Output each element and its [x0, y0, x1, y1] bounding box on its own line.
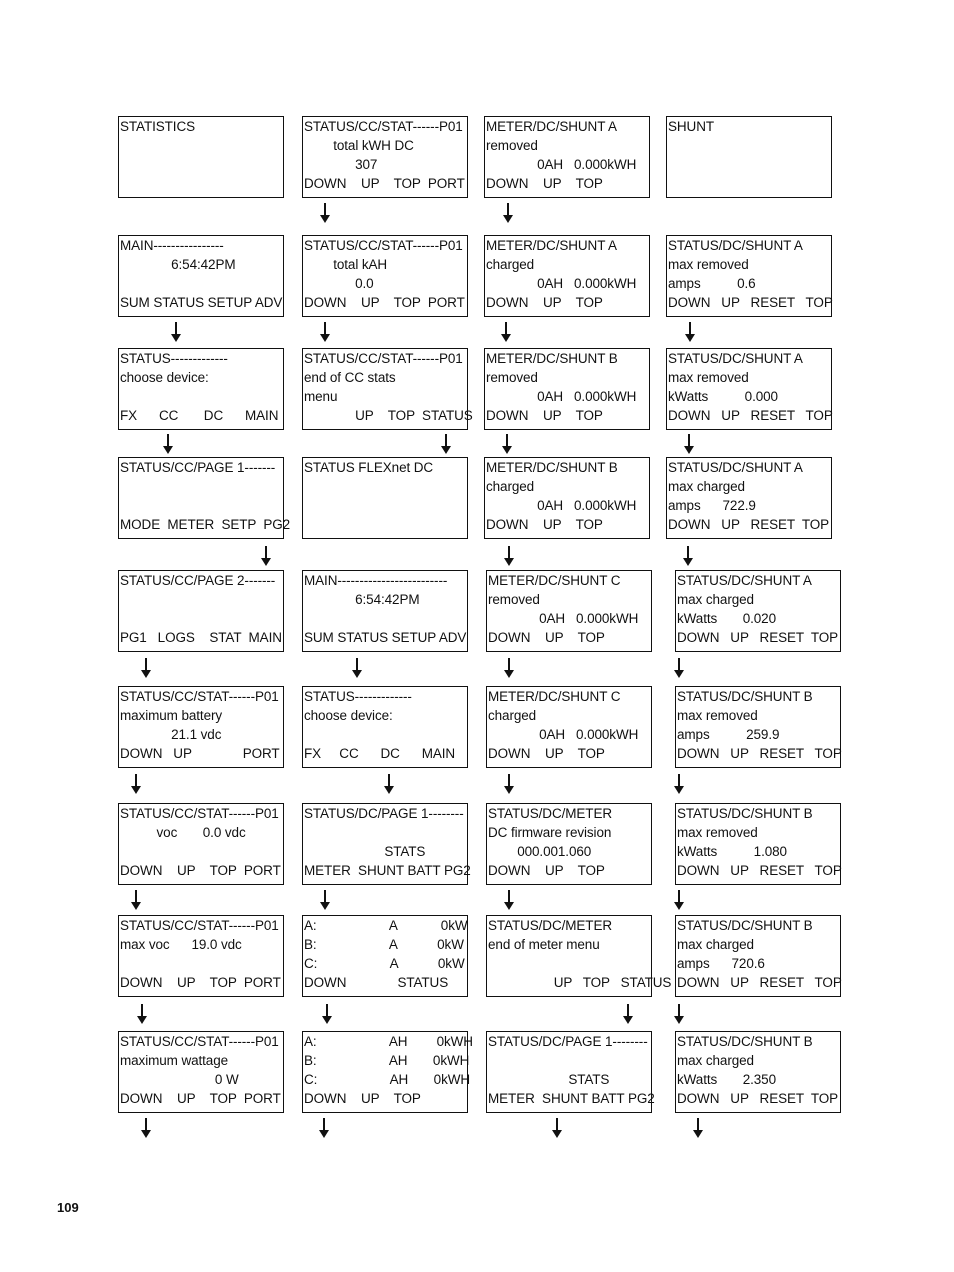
screen-line: DOWN UP TOP	[488, 863, 605, 878]
down-arrow-icon	[674, 658, 684, 678]
screen-line	[120, 136, 282, 155]
screen-line: MAIN----------------	[120, 238, 224, 253]
down-arrow-icon	[674, 774, 684, 794]
screen-line: kWatts 1.080	[677, 844, 787, 859]
screen-line	[120, 496, 282, 515]
screen-line: max removed	[668, 370, 749, 385]
down-arrow-icon	[320, 890, 330, 910]
screen-status-cc-stat-voc	[118, 803, 284, 885]
screen-line: B: AH 0kWH	[304, 1053, 470, 1068]
screen-line: 307	[304, 157, 378, 172]
screen-line	[668, 174, 830, 193]
screen-meter-dc-shunt-b-charged	[484, 457, 650, 539]
screen-line: 0AH 0.000kWH	[488, 727, 639, 742]
screen-line: 21.1 vdc	[120, 727, 222, 742]
down-arrow-icon	[504, 546, 514, 566]
down-arrow-icon	[137, 1004, 147, 1024]
screen-line: removed	[488, 592, 540, 607]
screen-main-1	[118, 235, 284, 317]
screen-line	[120, 477, 282, 496]
screen-line: B: A 0kW	[304, 937, 464, 952]
down-arrow-icon	[319, 1118, 329, 1138]
screen-status-dc-page-1-b	[486, 1031, 655, 1113]
down-arrow-icon	[674, 890, 684, 910]
screen-line: STATUS/DC/SHUNT B	[677, 1034, 813, 1049]
screen-meter-dc-shunt-b-removed	[484, 348, 650, 430]
down-arrow-icon	[141, 1118, 151, 1138]
screen-line: DOWN UP RESET TOP	[677, 975, 842, 990]
screen-shunt-kw-readings	[302, 915, 468, 997]
screen-line	[304, 477, 466, 496]
screen-line	[120, 387, 282, 406]
screen-line: METER/DC/SHUNT C	[488, 689, 621, 704]
down-arrow-icon	[352, 658, 362, 678]
screen-status-dc-shunt-b-max-charged-kwatts	[675, 1031, 841, 1113]
screen-shunt	[666, 116, 832, 198]
screen-line: STATUS-------------	[304, 689, 412, 704]
screen-line: 0AH 0.000kWH	[486, 389, 637, 404]
screen-line	[488, 1051, 650, 1070]
screen-line: STATS	[488, 1072, 610, 1087]
down-arrow-icon	[320, 203, 330, 223]
screen-line: METER/DC/SHUNT B	[486, 460, 618, 475]
screen-line: SUM STATUS SETUP ADV	[120, 295, 283, 310]
screen-line: UP TOP STATUS	[488, 975, 672, 990]
screen-meter-dc-shunt-a-removed	[484, 116, 650, 198]
screen-line: C: A 0kW	[304, 956, 465, 971]
screen-line: 0AH 0.000kWH	[486, 498, 637, 513]
screen-statistics	[118, 116, 284, 198]
screen-status-cc-stat-end-of-cc-stats	[302, 348, 473, 430]
down-arrow-icon	[674, 1004, 684, 1024]
screen-line: STATUS/CC/STAT------P01	[120, 689, 279, 704]
screen-line: STATUS/CC/STAT------P01	[120, 918, 279, 933]
screen-status-cc-stat-max-voc	[118, 915, 284, 997]
screen-line: total kWH DC	[304, 138, 414, 153]
down-arrow-icon	[261, 546, 271, 566]
screen-line: kWatts 0.020	[677, 611, 776, 626]
screen-line: METER SHUNT BATT PG2	[304, 863, 471, 878]
screen-line	[120, 174, 282, 193]
screen-line	[668, 155, 830, 174]
down-arrow-icon	[684, 434, 694, 454]
down-arrow-icon	[504, 658, 514, 678]
screen-line: DC firmware revision	[488, 825, 612, 840]
screen-line: DOWN UP TOP	[488, 746, 605, 761]
screen-line: removed	[486, 138, 538, 153]
screen-status-dc-shunt-b-max-removed-amps	[675, 686, 841, 768]
down-arrow-icon	[503, 203, 513, 223]
screen-line: STATUS/DC/SHUNT B	[677, 806, 813, 821]
screen-line	[304, 515, 466, 534]
screen-line: DOWN UP RESET TOP	[677, 1091, 839, 1106]
screen-status-dc-page-1-a	[302, 803, 471, 885]
screen-line	[488, 954, 650, 973]
screen-line: STATUS/DC/METER	[488, 806, 613, 821]
screen-line: choose device:	[304, 708, 393, 723]
screen-meter-dc-shunt-c-charged	[486, 686, 652, 768]
down-arrow-icon	[131, 890, 141, 910]
screen-line	[120, 609, 282, 628]
screen-line: max charged	[677, 937, 754, 952]
screen-status-cc-stat-maximum-battery	[118, 686, 284, 768]
down-arrow-icon	[501, 322, 511, 342]
screen-line: 0 W	[120, 1072, 239, 1087]
screen-line: DOWN UP RESET TOP	[668, 408, 833, 423]
screen-line: removed	[486, 370, 538, 385]
screen-line: 0AH 0.000kWH	[488, 611, 639, 626]
screen-line: charged	[486, 479, 535, 494]
screen-line: DOWN UP TOP PORT	[120, 863, 281, 878]
screen-line: DOWN UP RESET TOP	[677, 746, 842, 761]
screen-line: DOWN UP TOP PORT	[120, 1091, 281, 1106]
screen-line: DOWN UP RESET TOP	[677, 630, 839, 645]
screen-line: DOWN UP TOP	[304, 1091, 421, 1106]
screen-line: max voc 19.0 vdc	[120, 937, 242, 952]
screen-line: PG1 LOGS STAT MAIN	[120, 630, 282, 645]
screen-line: max removed	[677, 708, 758, 723]
screen-line	[304, 725, 466, 744]
screen-line: STATUS/DC/SHUNT A	[668, 238, 803, 253]
screen-line: maximum battery	[120, 708, 223, 723]
screen-line: max charged	[668, 479, 745, 494]
screen-line: DOWN UP TOP	[486, 517, 603, 532]
screen-line: 0AH 0.000kWH	[486, 157, 637, 172]
screen-line	[120, 954, 282, 973]
screen-line: DOWN UP TOP	[486, 176, 603, 191]
screen-line	[120, 274, 282, 293]
screen-line: 6:54:42PM	[120, 257, 236, 272]
screen-line: DOWN UP PORT	[120, 746, 280, 761]
down-arrow-icon	[683, 546, 693, 566]
page-number: 109	[57, 1200, 79, 1215]
screen-line	[668, 136, 830, 155]
screen-line: amps 259.9	[677, 727, 780, 742]
screen-line: SUM STATUS SETUP ADV	[304, 630, 467, 645]
screen-line: STATISTICS	[120, 119, 196, 134]
screen-status-dc-shunt-a-max-charged-amps	[666, 457, 832, 539]
screen-line: DOWN UP TOP PORT	[304, 295, 465, 310]
screen-line: charged	[486, 257, 535, 272]
screen-line: 6:54:42PM	[304, 592, 420, 607]
down-arrow-icon	[320, 322, 330, 342]
screen-line: STATUS/CC/STAT------P01	[304, 119, 463, 134]
down-arrow-icon	[163, 434, 173, 454]
screen-line: max charged	[677, 1053, 754, 1068]
screen-line: UP TOP STATUS	[304, 408, 473, 423]
screen-line: METER/DC/SHUNT A	[486, 238, 617, 253]
screen-line: MAIN-------------------------	[304, 573, 448, 588]
screen-line: maximum wattage	[120, 1053, 229, 1068]
screen-line: max removed	[677, 825, 758, 840]
screen-line: max charged	[677, 592, 754, 607]
screen-shunt-kwh-readings	[302, 1031, 473, 1113]
screen-line: STATUS/DC/SHUNT B	[677, 689, 813, 704]
screen-line: DOWN UP TOP	[486, 295, 603, 310]
screen-line: DOWN UP TOP	[486, 408, 603, 423]
screen-line: METER/DC/SHUNT C	[488, 573, 621, 588]
screen-line: amps 722.9	[668, 498, 756, 513]
screen-line: STATUS FLEXnet DC	[304, 460, 434, 475]
screen-line	[120, 842, 282, 861]
down-arrow-icon	[384, 774, 394, 794]
screen-line: amps 720.6	[677, 956, 765, 971]
screen-status-flexnet-dc	[302, 457, 468, 539]
screen-status-cc-stat-maximum-wattage	[118, 1031, 284, 1113]
screen-line: FX CC DC MAIN	[304, 746, 456, 761]
screen-line: DOWN UP TOP	[488, 630, 605, 645]
screen-line: STATUS-------------	[120, 351, 228, 366]
down-arrow-icon	[623, 1004, 633, 1024]
screen-meter-dc-shunt-c-removed	[486, 570, 652, 652]
screen-line: STATUS/CC/STAT------P01	[120, 1034, 279, 1049]
screen-line	[120, 155, 282, 174]
screen-line: STATUS/CC/STAT------P01	[304, 351, 463, 366]
screen-line	[304, 823, 466, 842]
screen-line: STATUS/DC/SHUNT A	[677, 573, 812, 588]
screen-line: SHUNT	[668, 119, 714, 134]
down-arrow-icon	[504, 774, 514, 794]
screen-line: METER/DC/SHUNT A	[486, 119, 617, 134]
screen-line: DOWN UP RESET TOP	[677, 863, 842, 878]
screen-line: kWatts 0.000	[668, 389, 778, 404]
screen-line: STATUS/DC/SHUNT A	[668, 460, 803, 475]
screen-line: STATS	[304, 844, 426, 859]
down-arrow-icon	[322, 1004, 332, 1024]
screen-line: STATUS/DC/METER	[488, 918, 613, 933]
screen-status-dc-meter-firmware	[486, 803, 652, 885]
screen-status-cc-page-2	[118, 570, 284, 652]
down-arrow-icon	[141, 658, 151, 678]
screen-status-choose-device-1	[118, 348, 284, 430]
down-arrow-icon	[685, 322, 695, 342]
screen-status-dc-shunt-b-max-charged-amps	[675, 915, 841, 997]
screen-line: 0.0	[304, 276, 374, 291]
screen-status-dc-shunt-a-max-removed-amps	[666, 235, 832, 317]
down-arrow-icon	[131, 774, 141, 794]
screen-status-cc-page-1	[118, 457, 291, 539]
screen-status-dc-shunt-b-max-removed-kwatts	[675, 803, 841, 885]
screen-line: 0AH 0.000kWH	[486, 276, 637, 291]
screen-status-cc-stat-total-kah	[302, 235, 468, 317]
screen-line: total kAH	[304, 257, 388, 272]
screen-line: DOWN STATUS	[304, 975, 449, 990]
down-arrow-icon	[693, 1118, 703, 1138]
screen-status-dc-meter-end	[486, 915, 672, 997]
down-arrow-icon	[171, 322, 181, 342]
screen-line: C: AH 0kWH	[304, 1072, 471, 1087]
screen-line: 000.001.060	[488, 844, 592, 859]
screen-line: voc 0.0 vdc	[120, 825, 246, 840]
down-arrow-icon	[441, 434, 451, 454]
screen-line: A: A 0kW	[304, 918, 468, 933]
down-arrow-icon	[552, 1118, 562, 1138]
screen-line: end of CC stats	[304, 370, 396, 385]
screen-line: STATUS/DC/SHUNT B	[677, 918, 813, 933]
screen-status-dc-shunt-a-max-removed-kwatts	[666, 348, 832, 430]
screen-line: STATUS/DC/SHUNT A	[668, 351, 803, 366]
screen-line: A: AH 0kWH	[304, 1034, 473, 1049]
down-arrow-icon	[502, 434, 512, 454]
screen-line: STATUS/CC/STAT------P01	[304, 238, 463, 253]
screen-line: STATUS/CC/PAGE 2-------	[120, 573, 276, 588]
down-arrow-icon	[504, 890, 514, 910]
screen-line: STATUS/DC/PAGE 1--------	[304, 806, 464, 821]
screen-line: menu	[304, 389, 338, 404]
screen-line: choose device:	[120, 370, 209, 385]
screen-line: DOWN UP RESET TOP	[668, 517, 830, 532]
screen-main-2	[302, 570, 468, 652]
screen-line: FX CC DC MAIN	[120, 408, 279, 423]
screen-line: MODE METER SETP PG2	[120, 517, 291, 532]
screen-line: STATUS/DC/PAGE 1--------	[488, 1034, 648, 1049]
screen-line: STATUS/CC/PAGE 1-------	[120, 460, 276, 475]
screen-line: DOWN UP TOP PORT	[304, 176, 465, 191]
screen-line: amps 0.6	[668, 276, 756, 291]
screen-line: DOWN UP TOP PORT	[120, 975, 281, 990]
screen-line: charged	[488, 708, 537, 723]
screen-line	[304, 609, 466, 628]
screen-line: kWatts 2.350	[677, 1072, 776, 1087]
screen-status-dc-shunt-a-max-charged-kwatts	[675, 570, 841, 652]
screen-line: max removed	[668, 257, 749, 272]
screen-line: end of meter menu	[488, 937, 600, 952]
screen-meter-dc-shunt-a-charged	[484, 235, 650, 317]
screen-line: STATUS/CC/STAT------P01	[120, 806, 279, 821]
screen-line: DOWN UP RESET TOP	[668, 295, 833, 310]
screen-line	[304, 496, 466, 515]
screen-line: METER/DC/SHUNT B	[486, 351, 618, 366]
screen-status-cc-stat-total-kwh-dc	[302, 116, 468, 198]
screen-line	[120, 590, 282, 609]
screen-status-choose-device-2	[302, 686, 468, 768]
screen-line: METER SHUNT BATT PG2	[488, 1091, 655, 1106]
